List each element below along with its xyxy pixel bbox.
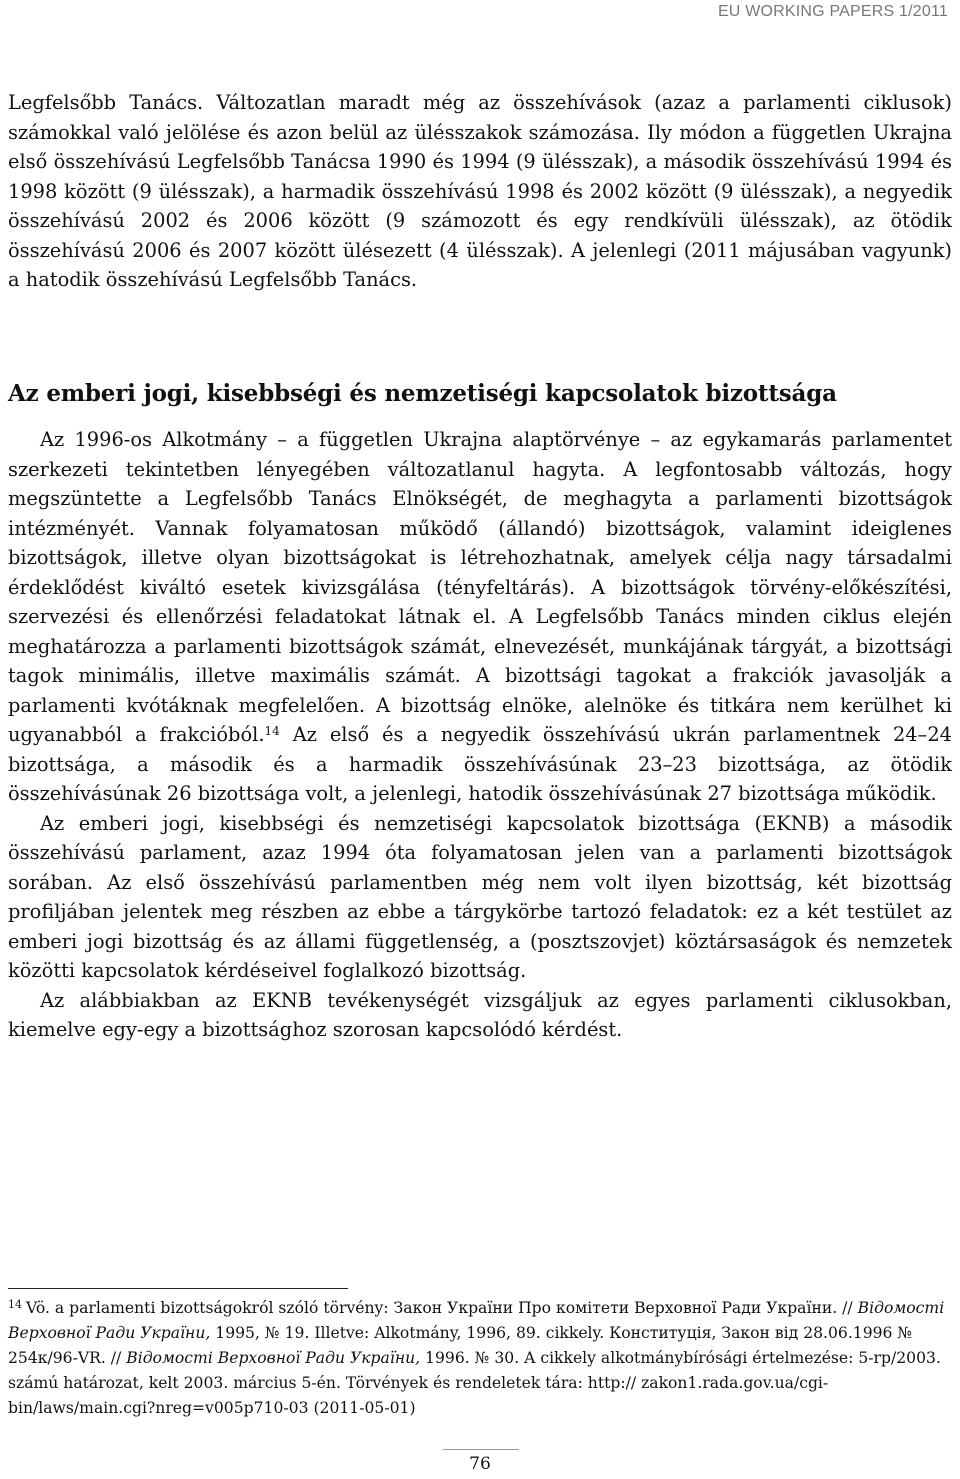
paragraph-3: Az alábbiakban az EKNB tevékenységét vizsgáljuk az egyes parlamenti ciklusokban, kiemelve egy-egy a bizottsághoz szorosan kapcsolódó kérdést. bbox=[8, 988, 952, 1041]
paragraph-1-continued: Az első és a negyedik összehívású ukrán parlamentnek 24–24 bizottsága, a második és a harmadik összehívásúnak 23–23 bizottsága, az ötödik összehívásúnak 26 bizottsága volt, a jelenlegi, hatodik összehívásúnak 27 bizottsága működik. bbox=[8, 723, 953, 805]
paragraph-2: Az emberi jogi, kisebbségi és nemzetiségi kapcsolatok bizottsága (EKNB) a második összehívású parlament, azaz 1994 óta folyamatosan jelen van a parlamenti bizottságok sorában. Az első összehívású parlamentben még nem volt ilyen bizottság, két bizottság profiljában jelentek meg részben az ebbe a tárgykörbe tartozó feladatok: ez a két testület az emberi jogi bizottság és az állami függetlenség, a (posztszovjet) köztársaságok és nemzetek közötti kapcsolatok kérdéseivel foglalkozó bizottság. bbox=[8, 811, 952, 982]
footnote-text-2: 1995, № 19. Illetve: Alkotmány, 1996, 89. cikkely. Конституція, Закон від 28.06.1996 № 254к/96-VR. // bbox=[8, 1324, 913, 1367]
footnote-source-title-1: Відомості Верховної Ради України, bbox=[8, 1299, 945, 1342]
footnote-number: 14 bbox=[8, 1298, 22, 1311]
intro-block bbox=[8, 88, 952, 295]
section-heading: Az emberi jogi, kisebbségi és nemzetiségi kapcsolatok bizottsága bbox=[8, 380, 837, 407]
footnote-reference[interactable]: 14 bbox=[264, 724, 280, 738]
paragraph-1-text: Az 1996-os Alkotmány – a független Ukrajna alaptörvénye – az egykamarás parlamentet szerkezeti tekintetben lényegében változatlanul hagyta. A legfontosabb változás, hogy megszüntette a Legfelsőbb Tanács Elnökségét, de meghagyta a parlamenti bizottságok intézményét. Vannak folyamatosan működő (állandó) bizottságok, valamint ideiglenes bizottságok, illetve olyan bizottságokat is létrehozhatnak, amelyek célja nagy társadalmi érdeklődést kiváltó esetek kivizsgálása (tényfeltárás). A bizottságok törvény-előkészítési, szervezési és ellenőrzési feladatokat látnak el. A Legfelsőbb Tanács minden ciklus elején meghatározza a parlamenti bizottságok számát, elnevezését, munkájának tárgyát, a bizottsági tagok minimális, illetve maximális számát. A bizottsági tagokat a frakciók javasolják a parlamenti kvótáknak megfelelően. A bizottság elnöke, alelnöke és titkára nem kerülhet ki ugyanabból a frakcióból. bbox=[8, 428, 952, 746]
page-number: 76 bbox=[469, 1454, 491, 1474]
running-header: EU WORKING PAPERS 1/2011 bbox=[717, 3, 948, 20]
intro-paragraph: Legfelsőbb Tanács. Változatlan maradt még az összehívások (azaz a parlamenti ciklusok) számokkal való jelölése és azon belül az ülésszakok számozása. Ily módon a független Ukrajna első összehívású Legfelsőbb Tanácsa 1990 és 1994 (9 ülésszak), a második összehívású 1994 és 1998 között (9 ülésszak), a harmadik összehívású 1998 és 2002 között (9 ülésszak), a negyedik összehívású 2002 és 2006 között (9 számozott és egy rendkívüli ülésszak), az ötödik összehívású 2006 és 2007 között ülésezett (4 ülésszak). A jelenlegi (2011 májusában vagyunk) a hatodik összehívású Legfelsőbb Tanács. bbox=[8, 91, 952, 291]
footnote-source-title-2: Відомості Верховної Ради України, bbox=[126, 1349, 421, 1367]
footnote-separator bbox=[8, 1288, 348, 1289]
footnote-text-1: Vö. a parlamenti bizottságokról szóló törvény: Закон України Про комітети Верховної Ради України. // bbox=[26, 1299, 858, 1317]
footnote-14 bbox=[8, 1296, 952, 1421]
section-body bbox=[8, 425, 952, 1045]
page-number-rule bbox=[443, 1449, 519, 1450]
footnote-text-3: 1996. № 30. A cikkely alkotmánybírósági értelmezése: 5-rp/2003. számú határozat, kelt 2003. március 5-én. Törvények és rendeletek tára: http:// zakon1.rada.gov.ua/cgi-bin/laws/main.cgi?nreg=v005p710-03 (2011-05-01) bbox=[8, 1349, 941, 1417]
paragraph-1 bbox=[8, 425, 952, 809]
